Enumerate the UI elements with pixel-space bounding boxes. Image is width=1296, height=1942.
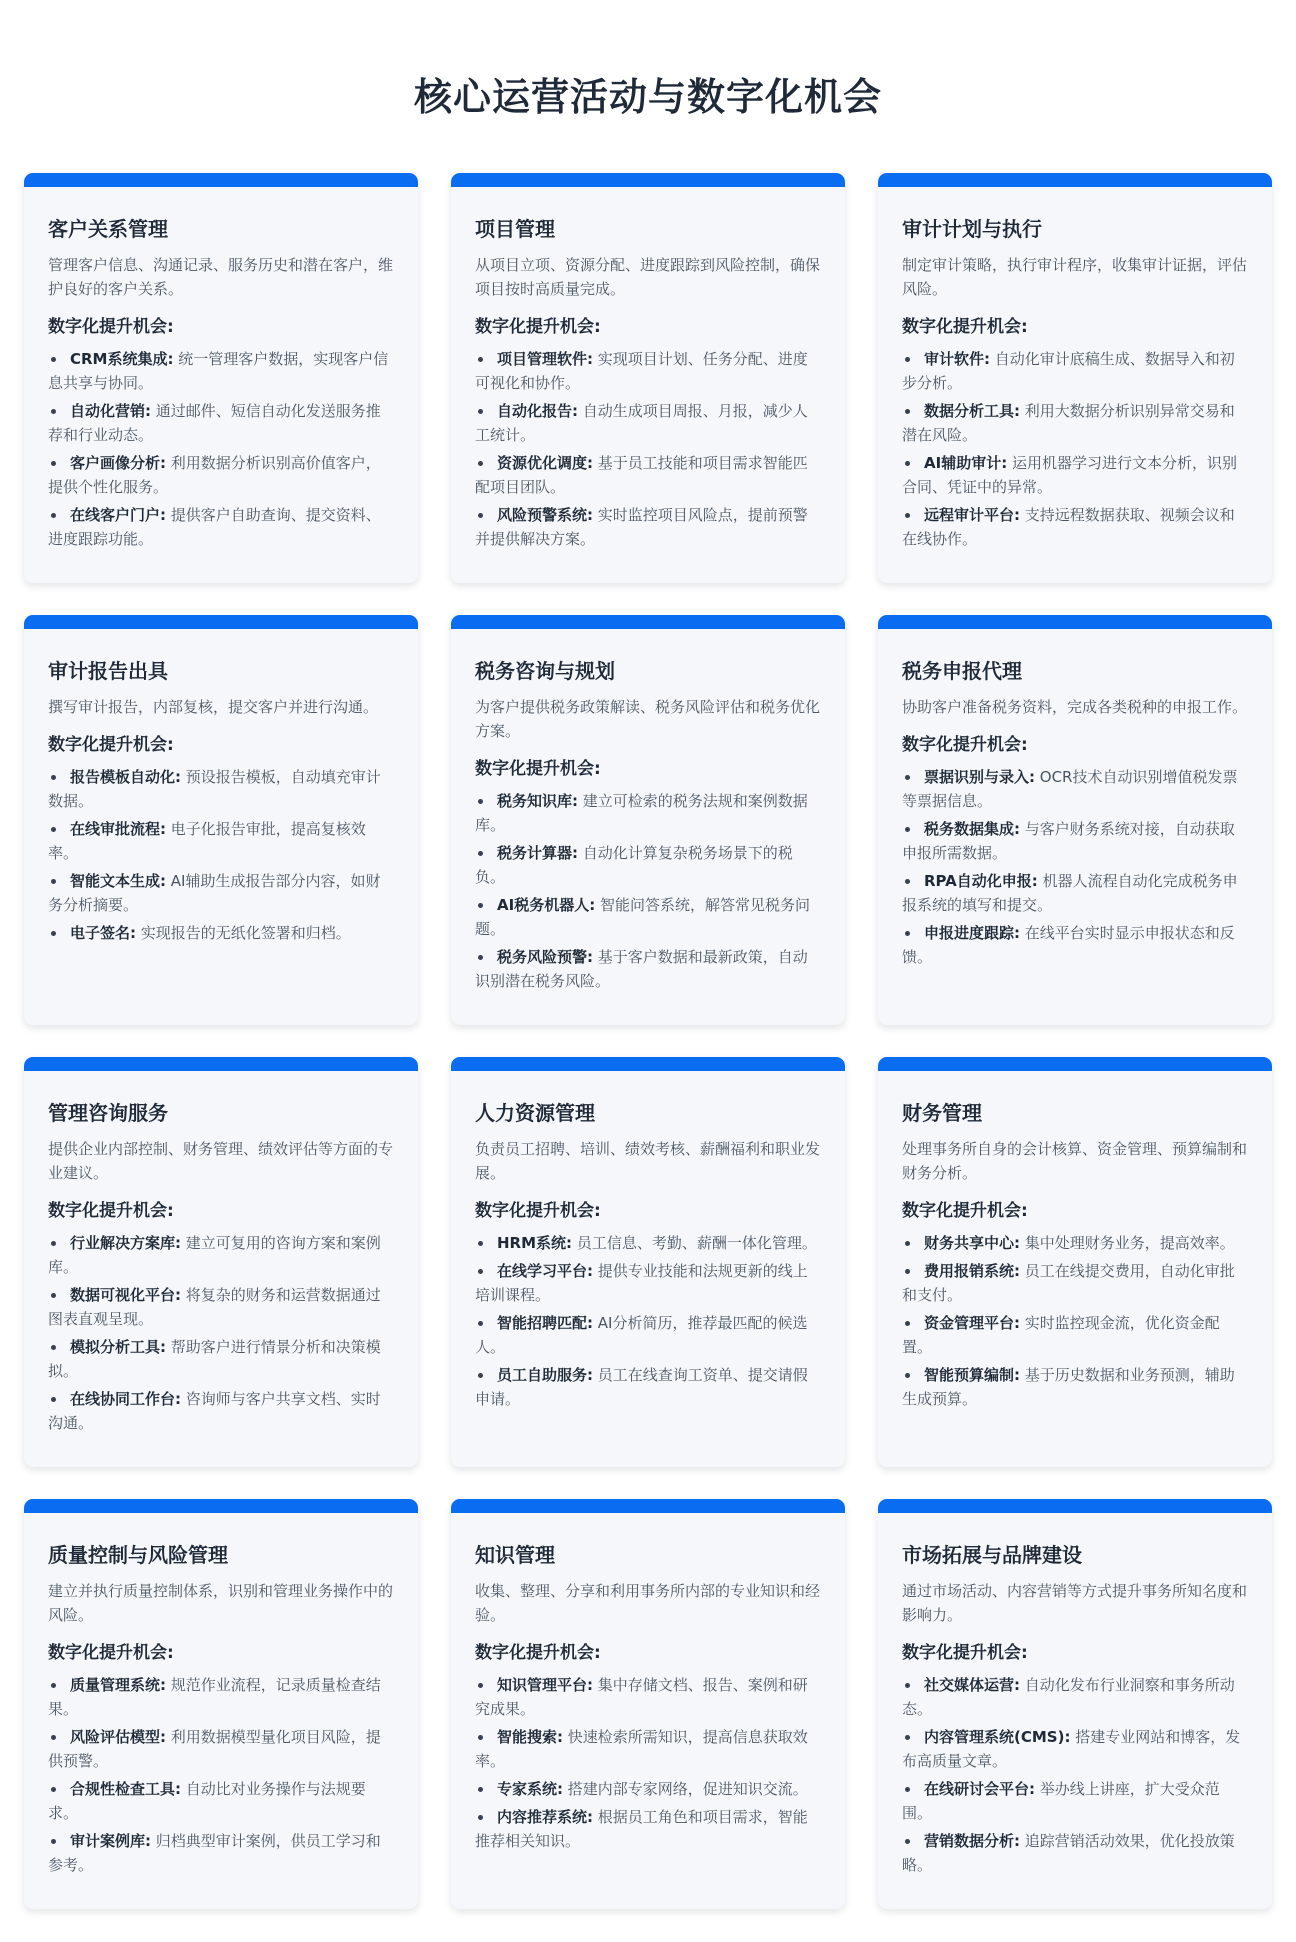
opportunity-name: 客户画像分析: [70,454,166,472]
opportunity-item [902,1363,1248,1411]
card-subheading: 数字化提升机会: [902,735,1028,755]
activity-card [451,1499,845,1909]
opportunity-list [902,1231,1248,1411]
activity-card [451,173,845,583]
opportunity-name: 申报进度跟踪: [924,924,1020,942]
opportunity-name: 在线协同工作台: [70,1390,181,1408]
opportunity-text: 举办线上讲座，扩大受众范围。 [902,1780,1220,1822]
opportunity-name: 社交媒体运营: [924,1676,1020,1694]
opportunity-name: 项目管理软件: [497,350,593,368]
opportunity-text: 利用数据分析识别高价值客户，提供个性化服务。 [48,454,381,496]
card-subheading: 数字化提升机会: [902,1643,1028,1663]
opportunity-text: 智能问答系统，解答常见税务问题。 [475,896,810,938]
opportunity-name: 智能预算编制: [924,1366,1020,1384]
opportunity-item [48,1231,394,1279]
opportunity-name: AI辅助审计: [924,454,1008,472]
opportunity-text: 集中处理财务业务，提高效率。 [1024,1234,1235,1252]
card-description: 建立并执行质量控制体系，识别和管理业务操作中的风险。 [48,1582,394,1624]
activity-card [451,615,845,1025]
card-subheading: 数字化提升机会: [48,1201,174,1221]
card-description: 为客户提供税务政策解读、税务风险评估和税务优化方案。 [475,698,821,740]
opportunity-text: 员工在线查询工资单、提交请假申请。 [475,1366,808,1408]
opportunity-item [48,817,394,865]
opportunity-item [48,1387,394,1435]
card-subheading: 数字化提升机会: [48,735,174,755]
opportunity-text: 机器人流程自动化完成税务申报系统的填写和提交。 [902,872,1238,914]
card-description: 提供企业内部控制、财务管理、绩效评估等方面的专业建议。 [48,1140,394,1182]
opportunity-text: 员工信息、考勤、薪酬一体化管理。 [576,1234,817,1252]
card-title: 质量控制与风险管理 [48,1543,228,1567]
activity-card [878,615,1272,1025]
card-description: 协助客户准备税务资料，完成各类税种的申报工作。 [902,698,1248,716]
card-title: 人力资源管理 [475,1101,595,1125]
opportunity-text: 基于客户数据和最新政策，自动识别潜在税务风险。 [475,948,808,990]
opportunity-text: 预设报告模板，自动填充审计数据。 [48,768,381,810]
opportunity-item [902,1259,1248,1307]
opportunity-text: 运用机器学习进行文本分析，识别合同、凭证中的异常。 [902,454,1237,496]
opportunity-list [475,789,821,993]
opportunity-item [902,817,1248,865]
card-title: 审计计划与执行 [902,217,1042,241]
opportunity-text: 提供专业技能和法规更新的线上培训课程。 [475,1262,808,1304]
opportunity-item [475,1725,821,1773]
opportunity-item [475,1311,821,1359]
opportunity-name: 审计软件: [924,350,990,368]
opportunity-text: 自动化审计底稿生成、数据导入和初步分析。 [902,350,1235,392]
opportunity-name: CRM系统集成: [70,350,174,368]
opportunity-text: 实现项目计划、任务分配、进度可视化和协作。 [475,350,808,392]
opportunity-item [475,347,821,395]
opportunity-text: 自动生成项目周报、月报，减少人工统计。 [475,402,808,444]
card-subheading: 数字化提升机会: [475,317,601,337]
opportunity-name: 员工自助服务: [497,1366,593,1384]
card-subheading: 数字化提升机会: [902,317,1028,337]
opportunity-item [475,789,821,837]
opportunity-name: 税务数据集成: [924,820,1020,838]
opportunity-item [902,451,1248,499]
card-description: 收集、整理、分享和利用事务所内部的专业知识和经验。 [475,1582,821,1624]
opportunity-text: 基于员工技能和项目需求智能匹配项目团队。 [475,454,808,496]
opportunity-item [475,1231,821,1255]
opportunity-text: 将复杂的财务和运营数据通过图表直观呈现。 [48,1286,381,1328]
opportunity-text: 规范作业流程，记录质量检查结果。 [48,1676,381,1718]
activity-card [24,1057,418,1467]
opportunity-list [475,1231,821,1411]
opportunity-name: 数据可视化平台: [70,1286,181,1304]
opportunity-text: 实时监控现金流，优化资金配置。 [902,1314,1220,1356]
opportunity-item [48,451,394,499]
opportunity-list [475,347,821,551]
opportunity-name: 智能搜索: [497,1728,563,1746]
opportunity-text: 建立可检索的税务法规和案例数据库。 [475,792,808,834]
card-title: 项目管理 [475,217,555,241]
opportunity-item [48,1283,394,1331]
opportunity-list [48,765,394,945]
card-title: 知识管理 [475,1543,555,1567]
opportunity-item [902,765,1248,813]
opportunity-name: 行业解决方案库: [70,1234,181,1252]
opportunity-list [902,765,1248,969]
opportunity-item [48,1829,394,1877]
opportunity-name: 远程审计平台: [924,506,1020,524]
opportunity-item [48,1673,394,1721]
opportunity-name: 风险评估模型: [70,1728,166,1746]
activity-card [878,1499,1272,1909]
opportunity-text: 利用数据模型量化项目风险，提供预警。 [48,1728,381,1770]
opportunity-name: RPA自动化申报: [924,872,1038,890]
opportunity-item [475,1363,821,1411]
opportunity-text: 通过邮件、短信自动化发送服务推荐和行业动态。 [48,402,381,444]
opportunity-item [902,347,1248,395]
opportunity-item [48,1777,394,1825]
opportunity-list [48,347,394,551]
opportunity-text: AI辅助生成报告部分内容，如财务分析摘要。 [48,872,381,914]
opportunity-item [902,921,1248,969]
opportunity-name: 数据分析工具: [924,402,1020,420]
card-title: 税务申报代理 [902,659,1022,683]
cards-grid [24,173,1272,1909]
opportunity-list [48,1673,394,1877]
opportunity-item [475,1805,821,1853]
opportunity-name: 在线学习平台: [497,1262,593,1280]
opportunity-item [48,347,394,395]
opportunity-name: 合规性检查工具: [70,1780,181,1798]
opportunity-text: 员工在线提交费用，自动化审批和支付。 [902,1262,1235,1304]
opportunity-item [48,869,394,917]
card-description: 负责员工招聘、培训、绩效考核、薪酬福利和职业发展。 [475,1140,821,1182]
opportunity-name: 质量管理系统: [70,1676,166,1694]
opportunity-item [475,399,821,447]
opportunity-text: 支持远程数据获取、视频会议和在线协作。 [902,506,1235,548]
opportunity-text: 与客户财务系统对接，自动获取申报所需数据。 [902,820,1235,862]
opportunity-list [902,1673,1248,1877]
opportunity-name: 在线研讨会平台: [924,1780,1035,1798]
opportunity-name: 税务知识库: [497,792,578,810]
opportunity-text: 实时监控项目风险点，提前预警并提供解决方案。 [475,506,808,548]
opportunity-name: HRM系统: [497,1234,573,1252]
opportunity-name: 自动化营销: [70,402,151,420]
opportunity-name: 费用报销系统: [924,1262,1020,1280]
opportunity-item [902,869,1248,917]
opportunity-text: 归档典型审计案例，供员工学习和参考。 [48,1832,381,1874]
opportunity-item [902,1829,1248,1877]
opportunity-name: 税务风险预警: [497,948,593,966]
card-description: 制定审计策略，执行审计程序，收集审计证据，评估风险。 [902,256,1248,298]
card-title: 财务管理 [902,1101,982,1125]
opportunity-text: 根据员工角色和项目需求，智能推荐相关知识。 [475,1808,808,1850]
opportunity-name: 在线审批流程: [70,820,166,838]
opportunity-name: 内容推荐系统: [497,1808,593,1826]
card-subheading: 数字化提升机会: [48,1643,174,1663]
opportunity-name: 审计案例库: [70,1832,151,1850]
opportunity-item [48,503,394,551]
opportunity-item [902,1311,1248,1359]
card-subheading: 数字化提升机会: [48,317,174,337]
opportunity-text: 搭建专业网站和博客，发布高质量文章。 [902,1728,1241,1770]
opportunity-item [475,1259,821,1307]
opportunity-name: AI税务机器人: [497,896,596,914]
opportunity-name: 资源优化调度: [497,454,593,472]
opportunity-name: 模拟分析工具: [70,1338,166,1356]
opportunity-item [902,1673,1248,1721]
opportunity-text: 集中存储文档、报告、案例和研究成果。 [475,1676,808,1718]
opportunity-name: 税务计算器: [497,844,578,862]
opportunity-name: 在线客户门户: [70,506,166,524]
opportunity-name: 风险预警系统: [497,506,593,524]
activity-card [451,1057,845,1467]
opportunity-name: 内容管理系统(CMS): [924,1728,1071,1746]
card-subheading: 数字化提升机会: [475,1201,601,1221]
opportunity-text: 提供客户自助查询、提交资料、进度跟踪功能。 [48,506,381,548]
opportunity-text: 快速检索所需知识，提高信息获取效率。 [475,1728,808,1770]
card-description: 处理事务所自身的会计核算、资金管理、预算编制和财务分析。 [902,1140,1248,1182]
opportunity-item [902,503,1248,551]
opportunity-text: 电子化报告审批，提高复核效率。 [48,820,366,862]
card-subheading: 数字化提升机会: [475,759,601,779]
opportunity-text: 基于历史数据和业务预测，辅助生成预算。 [902,1366,1235,1408]
opportunity-text: OCR技术自动识别增值税发票等票据信息。 [902,768,1238,810]
card-title: 税务咨询与规划 [475,659,615,683]
opportunity-list [475,1673,821,1853]
opportunity-item [48,921,394,945]
card-description: 撰写审计报告，内部复核，提交客户并进行沟通。 [48,698,379,716]
card-description: 管理客户信息、沟通记录、服务历史和潜在客户，维护良好的客户关系。 [48,256,394,298]
opportunity-item [902,1725,1248,1773]
opportunity-item [475,503,821,551]
opportunity-item [902,1231,1248,1255]
opportunity-name: 营销数据分析: [924,1832,1020,1850]
opportunity-item [475,945,821,993]
opportunity-item [475,451,821,499]
opportunity-text: 实现报告的无纸化签署和归档。 [140,924,351,942]
opportunity-text: 自动化计算复杂税务场景下的税负。 [475,844,793,886]
opportunity-item [475,1777,821,1801]
opportunity-text: 自动化发布行业洞察和事务所动态。 [902,1676,1235,1718]
opportunity-name: 报告模板自动化: [70,768,181,786]
card-subheading: 数字化提升机会: [475,1643,601,1663]
opportunity-item [902,399,1248,447]
opportunity-text: 搭建内部专家网络，促进知识交流。 [567,1780,808,1798]
opportunity-item [475,1673,821,1721]
opportunity-item [48,1335,394,1383]
opportunity-text: 咨询师与客户共享文档、实时沟通。 [48,1390,381,1432]
opportunity-name: 专家系统: [497,1780,563,1798]
opportunity-name: 知识管理平台: [497,1676,593,1694]
opportunity-text: 追踪营销活动效果，优化投放策略。 [902,1832,1235,1874]
opportunity-name: 资金管理平台: [924,1314,1020,1332]
card-description: 通过市场活动、内容营销等方式提升事务所知名度和影响力。 [902,1582,1248,1624]
activity-card [24,173,418,583]
activity-card [24,615,418,1025]
opportunity-text: 利用大数据分析识别异常交易和潜在风险。 [902,402,1235,444]
opportunity-name: 智能招聘匹配: [497,1314,593,1332]
opportunity-name: 票据识别与录入: [924,768,1035,786]
card-description: 从项目立项、资源分配、进度跟踪到风险控制，确保项目按时高质量完成。 [475,256,821,298]
activity-card [878,1057,1272,1467]
opportunity-text: 建立可复用的咨询方案和案例库。 [48,1234,381,1276]
opportunity-list [48,1231,394,1435]
activity-card [24,1499,418,1909]
opportunity-text: 在线平台实时显示申报状态和反馈。 [902,924,1235,966]
activity-card [878,173,1272,583]
opportunity-item [48,765,394,813]
opportunity-list [902,347,1248,551]
opportunity-text: 统一管理客户数据，实现客户信息共享与协同。 [48,350,389,392]
opportunity-item [902,1777,1248,1825]
card-subheading: 数字化提升机会: [902,1201,1028,1221]
opportunity-text: 自动比对业务操作与法规要求。 [48,1780,366,1822]
opportunity-item [48,399,394,447]
opportunity-item [475,893,821,941]
card-title: 管理咨询服务 [48,1101,168,1125]
opportunity-item [48,1725,394,1773]
card-title: 市场拓展与品牌建设 [902,1543,1082,1567]
opportunity-name: 智能文本生成: [70,872,166,890]
opportunity-name: 财务共享中心: [924,1234,1020,1252]
opportunity-text: 帮助客户进行情景分析和决策模拟。 [48,1338,381,1380]
opportunity-name: 电子签名: [70,924,136,942]
card-title: 客户关系管理 [48,217,168,241]
opportunity-text: AI分析简历，推荐最匹配的候选人。 [475,1314,808,1356]
card-title: 审计报告出具 [48,659,168,683]
opportunity-name: 自动化报告: [497,402,578,420]
opportunity-item [475,841,821,889]
page-title: 核心运营活动与数字化机会 [413,75,882,119]
